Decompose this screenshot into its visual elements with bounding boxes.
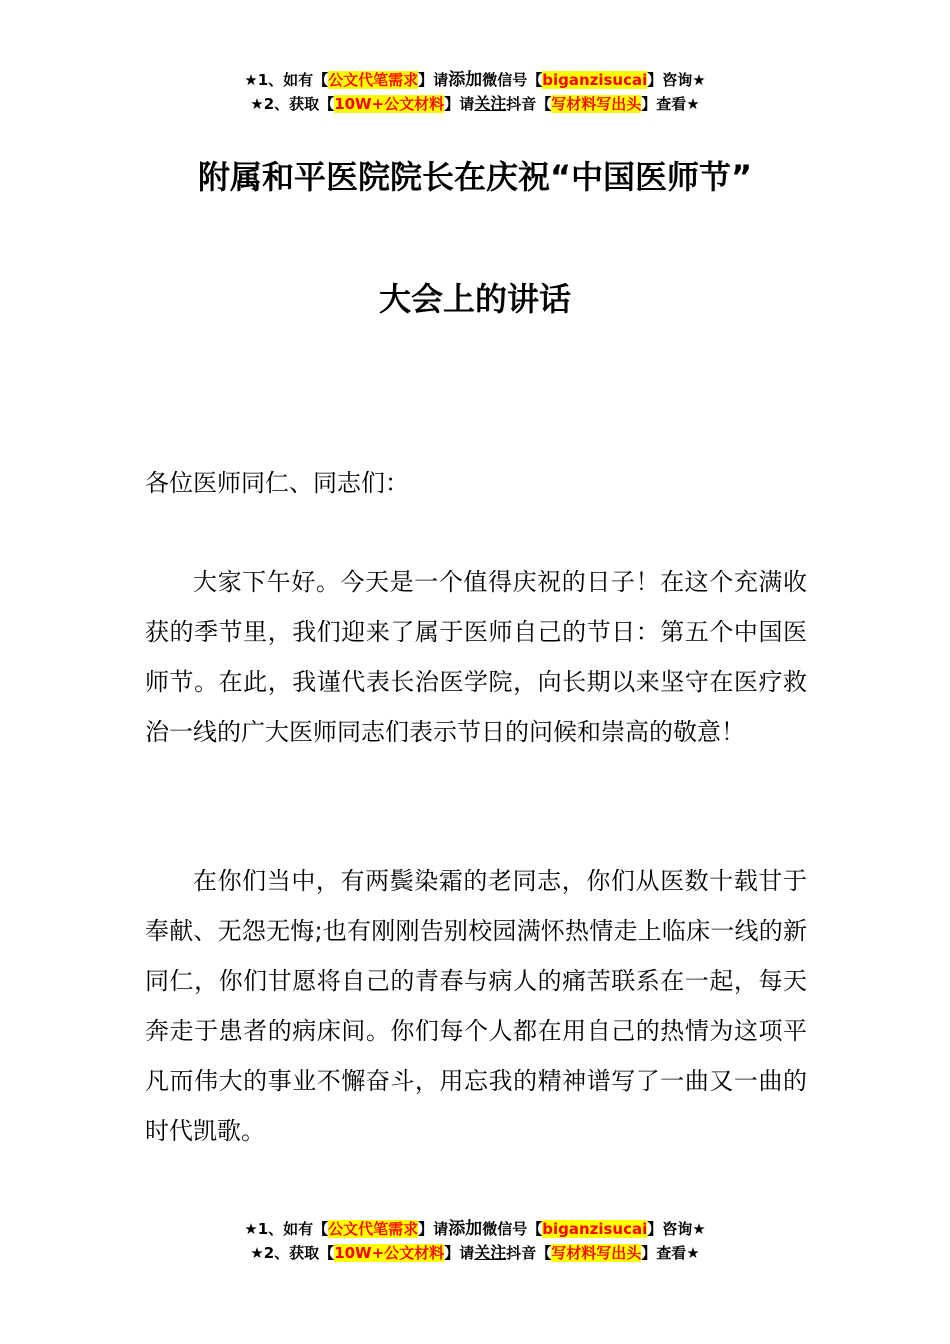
banner-text: 微信号【 <box>482 1220 543 1238</box>
banner-text: 】请 <box>444 95 475 113</box>
banner-text: ★2、获取【 <box>250 95 335 113</box>
banner-text: 抖音【 <box>506 1244 552 1262</box>
highlight-text: 10W+公文材料 <box>334 1244 445 1262</box>
banner-line-1 <box>0 68 950 92</box>
banner-emphasis: 关注 <box>474 1243 507 1262</box>
highlight-text: 公文代笔需求 <box>328 1220 419 1238</box>
document-title-line-1: 附属和平医院院长在庆祝“中国医师节” <box>197 158 753 196</box>
banner-emphasis: 添加 <box>448 1219 483 1239</box>
highlight-text: 写材料写出头 <box>551 1244 642 1262</box>
banner-text: 】请 <box>444 1244 475 1262</box>
banner-text: ★2、获取【 <box>250 1244 335 1262</box>
banner-text: 】查看★ <box>641 1244 700 1262</box>
salutation: 各位医师同仁、同志们： <box>145 469 409 497</box>
header-banner <box>0 68 950 116</box>
body-paragraph: 在你们当中，有两鬓染霜的老同志，你们从医数十载甘于奉献、无怨无悔;也有刚刚告别校园满怀热情走上临床一线的新同仁，你们甘愿将自己的青春与病人的痛苦联系在一起，每天奔走于患者的病床间。你们每个人都在用自己的热情为这项平凡而伟大的事业不懈奋斗，用忘我的精神谱写了一曲又一曲的时代凯歌。 <box>145 867 807 1145</box>
banner-text: 】查看★ <box>641 95 700 113</box>
highlight-text: 公文代笔需求 <box>328 71 419 89</box>
banner-line-2 <box>0 1241 950 1265</box>
banner-text: 】请 <box>418 71 449 89</box>
banner-text: ★1、如有【 <box>244 1220 329 1238</box>
banner-text: 】咨询★ <box>647 71 706 89</box>
highlight-text: biganzisucai <box>542 1220 648 1238</box>
banner-text: 抖音【 <box>506 95 552 113</box>
footer-banner <box>0 1217 950 1265</box>
banner-text: 】请 <box>418 1220 449 1238</box>
highlight-text: 写材料写出头 <box>551 95 642 113</box>
banner-text: 微信号【 <box>482 71 543 89</box>
banner-line-1 <box>0 1217 950 1241</box>
banner-emphasis: 添加 <box>448 70 483 90</box>
document-title-line-2: 大会上的讲话 <box>378 280 571 318</box>
banner-text: ★1、如有【 <box>244 71 329 89</box>
banner-line-2 <box>0 92 950 116</box>
highlight-text: 10W+公文材料 <box>334 95 445 113</box>
banner-text: 】咨询★ <box>647 1220 706 1238</box>
banner-emphasis: 关注 <box>474 94 507 113</box>
body-paragraph: 大家下午好。今天是一个值得庆祝的日子！在这个充满收获的季节里，我们迎来了属于医师自己的节日：第五个中国医师节。在此，我谨代表长治医学院，向长期以来坚守在医疗救治一线的广大医师同志们表示节日的问候和崇高的敬意！ <box>145 568 807 746</box>
highlight-text: biganzisucai <box>542 71 648 89</box>
